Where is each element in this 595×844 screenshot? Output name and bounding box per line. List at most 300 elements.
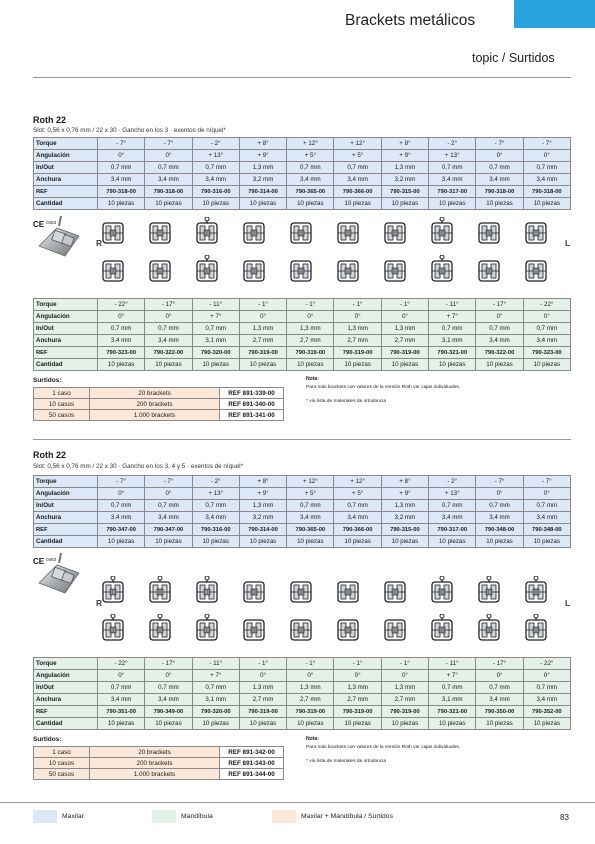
spec-row-label: Torque (34, 299, 98, 311)
ce-mark-text: CE (33, 557, 45, 566)
spec-cell: 3,1 mm (192, 335, 239, 347)
spec-cell: + 13° (429, 488, 476, 500)
spec-cell: 10 piezas (192, 359, 239, 371)
spec-cell: 0° (381, 311, 428, 323)
spec-cell: 790-318-00 (98, 186, 145, 198)
surtidos-row (34, 747, 284, 758)
spec-row-ref (34, 524, 571, 536)
spec-cell: 0,7 mm (192, 162, 239, 174)
bracket-tooth-7-icon (382, 217, 408, 247)
surtidos-ref: REF 891-339-00 (220, 388, 284, 399)
spec-cell: 790-319-00 (334, 347, 381, 359)
spec-cell: + 5° (287, 488, 334, 500)
spec-row-ref (34, 347, 571, 359)
spec-cell: 3,2 mm (239, 174, 286, 186)
spec-cell: 3,4 mm (287, 174, 334, 186)
spec-row-cantidad (34, 359, 571, 371)
spec-cell: 10 piezas (239, 536, 286, 548)
spec-cell: 790-347-00 (98, 524, 145, 536)
spec-cell: 0° (334, 311, 381, 323)
bracket-tooth-2-icon (147, 576, 173, 606)
spec-cell: 0° (145, 488, 192, 500)
spec-row-angulacin (34, 150, 571, 162)
spec-row-label: Cantidad (34, 359, 98, 371)
bracket-tooth-3-icon (194, 217, 220, 247)
bracket-tooth-7-icon (382, 576, 408, 606)
spec-cell: 0,7 mm (287, 162, 334, 174)
spec-cell: 0,7 mm (523, 500, 570, 512)
spec-cell: 0,7 mm (192, 500, 239, 512)
section-slot-spec: Slot: 0,56 x 0,76 mm / 22 x 30 · Gancho en los 3 · exentos de níquel* (33, 127, 226, 134)
spec-cell: - 1° (239, 299, 286, 311)
spec-cell: 1,3 mm (334, 682, 381, 694)
spec-cell: - 7° (523, 138, 570, 150)
spec-cell: 0° (476, 488, 523, 500)
footer-divider (0, 802, 595, 803)
bracket-tooth-10-icon (523, 614, 549, 644)
bracket-tooth-9-icon (476, 217, 502, 247)
spec-cell: 1,3 mm (381, 500, 428, 512)
nota-text: Para más brackets con valores de la versión Roth ver cajas individuales. (306, 384, 461, 390)
surtidos-label: Surtidos: (33, 736, 62, 743)
spec-cell: 790-350-00 (476, 706, 523, 718)
spec-row-label: Angulación (34, 670, 98, 682)
spec-cell: 0° (523, 670, 570, 682)
spec-cell: + 9° (381, 488, 428, 500)
bracket-tooth-5-icon (288, 255, 314, 285)
spec-row-torque (34, 658, 571, 670)
spec-cell: 790-319-00 (287, 347, 334, 359)
side-label-left: L (565, 238, 571, 248)
top-divider (33, 77, 571, 78)
spec-cell: 3,4 mm (476, 694, 523, 706)
spec-cell: 790-321-00 (429, 347, 476, 359)
spec-cell: 0,7 mm (192, 323, 239, 335)
spec-cell: 10 piezas (523, 718, 570, 730)
spec-cell: - 22° (523, 658, 570, 670)
spec-row-label: Angulación (34, 150, 98, 162)
spec-cell: 0,7 mm (98, 682, 145, 694)
spec-row-label: REF (34, 347, 98, 359)
bracket-tooth-10-icon (523, 576, 549, 606)
spec-cell: 10 piezas (429, 359, 476, 371)
spec-cell: 10 piezas (287, 359, 334, 371)
spec-row-label: Angulación (34, 311, 98, 323)
legend-swatch-mandibula (152, 810, 176, 823)
side-label-right: R (96, 238, 103, 248)
spec-cell: 0° (287, 670, 334, 682)
spec-cell: - 17° (145, 299, 192, 311)
spec-cell: 3,2 mm (239, 512, 286, 524)
surtidos-row (34, 758, 284, 769)
spec-cell: 1,3 mm (334, 323, 381, 335)
spec-cell: 0,7 mm (429, 682, 476, 694)
bracket-tooth-5-icon (288, 614, 314, 644)
nota-block (306, 376, 460, 406)
spec-cell: 0,7 mm (334, 500, 381, 512)
spec-cell: 2,7 mm (287, 694, 334, 706)
spec-cell: - 1° (239, 658, 286, 670)
spec-cell: 0,7 mm (192, 682, 239, 694)
surtidos-caso: 10 casos (34, 399, 90, 410)
spec-cell: 0° (523, 311, 570, 323)
spec-cell: - 7° (98, 138, 145, 150)
spec-cell: 0° (334, 670, 381, 682)
spec-cell: 10 piezas (476, 359, 523, 371)
spec-cell: 0,7 mm (98, 500, 145, 512)
spec-cell: - 17° (476, 658, 523, 670)
nota-title: Nota: (306, 736, 319, 742)
spec-cell: 1,3 mm (239, 500, 286, 512)
spec-cell: 10 piezas (334, 536, 381, 548)
spec-cell: - 17° (145, 658, 192, 670)
spec-cell: 790-322-00 (145, 347, 192, 359)
spec-cell: 3,4 mm (429, 512, 476, 524)
spec-cell: - 1° (287, 658, 334, 670)
spec-row-torque (34, 299, 571, 311)
spec-cell: 790-349-00 (145, 706, 192, 718)
bracket-tooth-2-icon (147, 614, 173, 644)
spec-cell: 790-366-00 (334, 186, 381, 198)
spec-cell: 790-351-00 (98, 706, 145, 718)
bracket-tooth-5-icon (288, 217, 314, 247)
spec-cell: - 7° (523, 476, 570, 488)
maxilar-bracket-row (100, 576, 570, 610)
bracket-tooth-6-icon (335, 614, 361, 644)
bracket-tooth-8-icon (429, 614, 455, 644)
spec-row-label: Cantidad (34, 198, 98, 210)
spec-cell: - 2° (429, 476, 476, 488)
spec-cell: - 11° (429, 299, 476, 311)
spec-cell: 3,4 mm (98, 694, 145, 706)
bracket-tooth-1-icon (100, 576, 126, 606)
spec-cell: 3,1 mm (192, 694, 239, 706)
spec-cell: - 7° (145, 138, 192, 150)
bracket-tooth-1-icon (100, 217, 126, 247)
spec-cell: 3,4 mm (523, 512, 570, 524)
spec-row-label: Torque (34, 138, 98, 150)
spec-cell: 790-318-00 (476, 186, 523, 198)
spec-row-angulacin (34, 488, 571, 500)
spec-cell: 10 piezas (145, 198, 192, 210)
surtidos-label: Surtidos: (33, 377, 62, 384)
legend-swatch-surtidos (272, 810, 296, 823)
spec-cell: 0,7 mm (523, 323, 570, 335)
spec-cell: 0,7 mm (98, 162, 145, 174)
spec-cell: 10 piezas (381, 359, 428, 371)
bracket-tooth-8-icon (429, 217, 455, 247)
bracket-tooth-4-icon (241, 576, 267, 606)
spec-cell: 0,7 mm (476, 682, 523, 694)
spec-cell: 1,3 mm (239, 162, 286, 174)
spec-cell: - 7° (98, 476, 145, 488)
spec-cell: 790-319-00 (381, 347, 428, 359)
spec-cell: 10 piezas (98, 536, 145, 548)
spec-cell: 10 piezas (287, 536, 334, 548)
spec-cell: 790-321-00 (429, 706, 476, 718)
spec-cell: + 7° (429, 670, 476, 682)
spec-cell: 10 piezas (476, 718, 523, 730)
legend-label-mandibula: Mandíbula (181, 813, 213, 820)
mandibula-spec-table (33, 657, 571, 730)
surtidos-brackets: 200 brackets (90, 758, 220, 769)
spec-cell: 1,3 mm (381, 323, 428, 335)
spec-row-anchura (34, 174, 571, 186)
nota-star: * vía lista de materiales de ortodoncia (306, 759, 386, 765)
surtidos-row (34, 399, 284, 410)
spec-cell: 790-320-00 (192, 706, 239, 718)
spec-cell: 10 piezas (239, 198, 286, 210)
ce-mark-text: CE (33, 220, 45, 229)
spec-cell: 790-315-00 (381, 186, 428, 198)
surtidos-caso: 1 caso (34, 747, 90, 758)
spec-row-label: Anchura (34, 335, 98, 347)
spec-cell: 790-316-00 (192, 186, 239, 198)
spec-row-ref (34, 186, 571, 198)
spec-cell: - 22° (523, 299, 570, 311)
spec-cell: + 13° (192, 150, 239, 162)
spec-cell: 3,4 mm (334, 512, 381, 524)
section-title: Roth 22 (33, 115, 67, 125)
spec-cell: 0,7 mm (98, 323, 145, 335)
spec-cell: 0° (239, 670, 286, 682)
spec-cell: - 7° (476, 476, 523, 488)
surtidos-ref: REF 891-341-00 (220, 410, 284, 421)
spec-cell: 0° (145, 311, 192, 323)
mandibula-bracket-row (100, 255, 570, 289)
ce-mark-number: 0483 (46, 557, 57, 562)
spec-cell: 3,4 mm (145, 512, 192, 524)
spec-cell: 10 piezas (98, 198, 145, 210)
surtidos-ref: REF 891-340-00 (220, 399, 284, 410)
spec-cell: 1,3 mm (287, 682, 334, 694)
spec-cell: 0° (98, 488, 145, 500)
spec-cell: 2,7 mm (287, 335, 334, 347)
spec-cell: 790-365-00 (287, 186, 334, 198)
spec-cell: + 12° (287, 476, 334, 488)
spec-cell: 0,7 mm (523, 682, 570, 694)
spec-cell: - 2° (192, 476, 239, 488)
spec-row-cantidad (34, 718, 571, 730)
spec-cell: 10 piezas (429, 198, 476, 210)
bracket-tooth-6-icon (335, 576, 361, 606)
spec-cell: 790-348-00 (523, 524, 570, 536)
spec-cell: 3,4 mm (98, 174, 145, 186)
bracket-tooth-4-icon (241, 255, 267, 285)
spec-cell: 0,7 mm (523, 162, 570, 174)
spec-cell: 0° (523, 150, 570, 162)
spec-row-anchura (34, 694, 571, 706)
spec-cell: 790-320-00 (192, 347, 239, 359)
spec-cell: + 7° (192, 670, 239, 682)
surtidos-ref: REF 891-344-00 (220, 769, 284, 780)
header-color-tab (514, 0, 595, 28)
spec-cell: 10 piezas (98, 359, 145, 371)
spec-cell: 0° (98, 150, 145, 162)
spec-cell: 10 piezas (287, 198, 334, 210)
spec-row-label: REF (34, 186, 98, 198)
spec-cell: - 7° (145, 476, 192, 488)
spec-cell: + 8° (239, 138, 286, 150)
spec-cell: - 22° (98, 299, 145, 311)
bracket-tooth-9-icon (476, 255, 502, 285)
nota-text: Para más brackets con valores de la versión Roth ver cajas individuales. (306, 744, 461, 750)
bracket-tooth-3-icon (194, 614, 220, 644)
spec-cell: 0° (476, 150, 523, 162)
spec-cell: 3,4 mm (523, 335, 570, 347)
spec-row-label: Anchura (34, 174, 98, 186)
spec-cell: + 12° (287, 138, 334, 150)
spec-cell: 790-366-00 (334, 524, 381, 536)
side-label-left: L (565, 598, 571, 608)
page-number: 83 (560, 813, 569, 822)
spec-cell: 3,2 mm (381, 174, 428, 186)
spec-row-inout (34, 323, 571, 335)
spec-cell: + 13° (192, 488, 239, 500)
spec-cell: 2,7 mm (334, 335, 381, 347)
spec-row-label: REF (34, 706, 98, 718)
spec-cell: 790-318-00 (523, 186, 570, 198)
spec-cell: - 1° (381, 299, 428, 311)
spec-cell: 2,7 mm (381, 694, 428, 706)
surtidos-ref: REF 891-342-00 (220, 747, 284, 758)
spec-row-inout (34, 500, 571, 512)
spec-cell: 0,7 mm (429, 500, 476, 512)
spec-row-label: Angulación (34, 488, 98, 500)
spec-cell: + 12° (334, 138, 381, 150)
spec-cell: 1,3 mm (381, 162, 428, 174)
spec-cell: - 2° (192, 138, 239, 150)
spec-cell: 1,3 mm (239, 323, 286, 335)
spec-cell: 0,7 mm (429, 162, 476, 174)
surtidos-row (34, 388, 284, 399)
bracket-tooth-7-icon (382, 255, 408, 285)
spec-cell: 10 piezas (145, 718, 192, 730)
spec-cell: 3,4 mm (192, 512, 239, 524)
spec-cell: 10 piezas (239, 718, 286, 730)
spec-cell: 2,7 mm (239, 335, 286, 347)
spec-cell: 3,4 mm (145, 694, 192, 706)
spec-row-label: In/Out (34, 682, 98, 694)
spec-cell: 10 piezas (145, 359, 192, 371)
spec-cell: + 9° (381, 150, 428, 162)
spec-cell: 10 piezas (192, 718, 239, 730)
spec-cell: 790-317-00 (429, 186, 476, 198)
spec-cell: 10 piezas (381, 718, 428, 730)
spec-cell: 3,4 mm (287, 512, 334, 524)
spec-cell: - 1° (287, 299, 334, 311)
spec-row-torque (34, 476, 571, 488)
spec-cell: 0° (145, 670, 192, 682)
spec-cell: 0° (287, 311, 334, 323)
spec-cell: 10 piezas (192, 198, 239, 210)
spec-cell: 3,2 mm (381, 512, 428, 524)
surtidos-ref: REF 891-343-00 (220, 758, 284, 769)
spec-row-angulacin (34, 311, 571, 323)
surtidos-caso: 50 casos (34, 410, 90, 421)
spec-cell: 10 piezas (523, 536, 570, 548)
spec-cell: 3,4 mm (523, 694, 570, 706)
spec-cell: 790-314-00 (239, 524, 286, 536)
surtidos-brackets: 1.000 brackets (90, 410, 220, 421)
spec-cell: 3,4 mm (523, 174, 570, 186)
section-divider (33, 439, 571, 440)
spec-cell: 10 piezas (334, 718, 381, 730)
spec-cell: + 5° (287, 150, 334, 162)
bracket-photo (35, 212, 87, 264)
spec-row-label: Torque (34, 658, 98, 670)
spec-cell: - 22° (98, 658, 145, 670)
spec-cell: 790-319-00 (287, 706, 334, 718)
spec-cell: 0° (523, 488, 570, 500)
spec-cell: 10 piezas (287, 718, 334, 730)
spec-row-label: Torque (34, 476, 98, 488)
spec-cell: 790-323-00 (98, 347, 145, 359)
bracket-tooth-1-icon (100, 614, 126, 644)
spec-cell: 0° (476, 311, 523, 323)
spec-cell: 790-352-00 (523, 706, 570, 718)
spec-cell: 3,4 mm (476, 335, 523, 347)
spec-cell: 0° (98, 311, 145, 323)
surtidos-caso: 50 casos (34, 769, 90, 780)
spec-cell: 2,7 mm (334, 694, 381, 706)
spec-cell: 790-323-00 (523, 347, 570, 359)
spec-cell: 10 piezas (334, 198, 381, 210)
spec-cell: 0,7 mm (476, 323, 523, 335)
spec-cell: + 9° (239, 488, 286, 500)
spec-cell: - 11° (192, 299, 239, 311)
spec-cell: 10 piezas (523, 359, 570, 371)
spec-cell: 0° (145, 150, 192, 162)
nota-block (306, 736, 460, 766)
spec-cell: 10 piezas (476, 198, 523, 210)
spec-cell: 0,7 mm (476, 162, 523, 174)
spec-cell: - 1° (334, 299, 381, 311)
maxilar-bracket-row (100, 217, 570, 251)
bracket-tooth-4-icon (241, 217, 267, 247)
spec-cell: 790-348-00 (476, 524, 523, 536)
spec-cell: + 9° (239, 150, 286, 162)
spec-cell: 10 piezas (145, 536, 192, 548)
bracket-tooth-7-icon (382, 614, 408, 644)
spec-cell: 3,4 mm (192, 174, 239, 186)
spec-row-anchura (34, 335, 571, 347)
spec-row-torque (34, 138, 571, 150)
bracket-tooth-4-icon (241, 614, 267, 644)
spec-cell: 790-319-00 (239, 347, 286, 359)
spec-cell: 1,3 mm (239, 682, 286, 694)
bracket-tooth-5-icon (288, 576, 314, 606)
spec-cell: 10 piezas (239, 359, 286, 371)
surtidos-table (33, 746, 284, 780)
bracket-tooth-2-icon (147, 217, 173, 247)
spec-cell: 3,4 mm (98, 335, 145, 347)
maxilar-spec-table (33, 475, 571, 548)
legend-swatch-maxilar (33, 810, 57, 823)
ce-mark-number: 0483 (46, 220, 57, 225)
surtidos-caso: 10 casos (34, 758, 90, 769)
spec-cell: 2,7 mm (239, 694, 286, 706)
spec-cell: 3,1 mm (429, 694, 476, 706)
side-label-right: R (96, 598, 103, 608)
section-slot-spec: Slot: 0,56 x 0,76 mm / 22 x 30 · Gancho en los 3, 4 y 5 · exentos de níquel* (33, 463, 244, 470)
spec-cell: 10 piezas (523, 198, 570, 210)
spec-cell: 3,4 mm (476, 512, 523, 524)
mandibula-bracket-row (100, 614, 570, 648)
surtidos-table (33, 387, 284, 421)
bracket-tooth-8-icon (429, 255, 455, 285)
bracket-tooth-6-icon (335, 217, 361, 247)
